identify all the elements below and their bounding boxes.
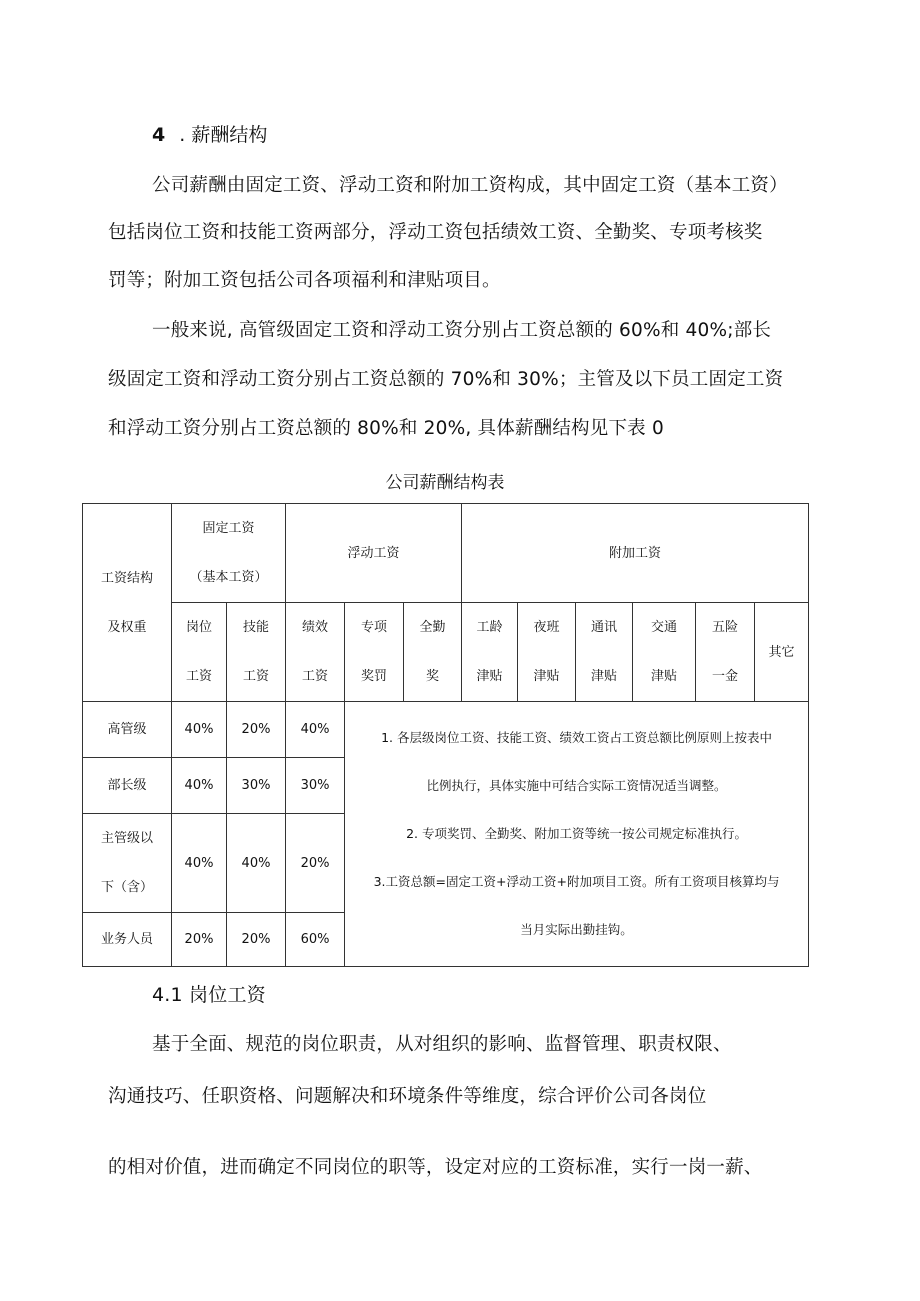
row-label-line: 下（含） [100,880,153,895]
cell-value: 20% [227,702,286,758]
group-header-additional: 附加工资 [462,504,809,603]
column-header-line: 其它 [768,644,795,660]
column-header [633,603,696,702]
column-header [227,603,286,702]
paragraph-line: 包括岗位工资和技能工资两部分，浮动工资包括绩效工资、全勤奖、专项考核奖 [108,222,763,243]
cell-value: 40% [172,814,227,913]
cell-value: 40% [227,814,286,913]
column-header-line: 工资 [243,669,270,684]
table-row [83,702,809,758]
column-header-line: 交通 [651,620,678,635]
row-label: 部长级 [83,758,172,814]
column-header-line: 津贴 [591,669,618,684]
paragraph-line: 基于全面、规范的岗位职责，从对组织的影响、监督管理、职责权限、 [152,1034,732,1055]
row-label-line: 主管级以 [100,831,153,846]
salary-structure-table [82,503,809,967]
column-header-line: 一金 [712,669,739,684]
note-line: 2. 专项奖罚、全勤奖、附加工资等统一按公司规定标准执行。 [406,826,747,841]
cell-value: 30% [286,758,345,814]
column-header-line: 专项 [361,620,388,635]
cell-value: 40% [172,758,227,814]
corner-header-line: 工资结构 [100,570,153,586]
group-header-fixed [172,504,286,603]
column-header [518,603,576,702]
cell-value: 60% [286,913,345,967]
paragraph-line: 的相对价值，进而确定不同岗位的职等，设定对应的工资标准，实行一岗一薪、 [108,1157,763,1178]
column-header [462,603,518,702]
column-header-line: 岗位 [185,620,212,635]
corner-header [83,504,172,702]
column-header-line: 夜班 [533,620,560,635]
cell-value: 40% [172,702,227,758]
group-header-floating: 浮动工资 [286,504,462,603]
group-header-line: （基本工资） [189,570,268,585]
note-line: 比例执行，具体实施中可结合实际工资情况适当调整。 [426,778,727,793]
table-caption: 公司薪酬结构表 [385,473,505,493]
note-line: 3.工资总额=固定工资+浮动工资+附加项目工资。所有工资项目核算均与 [373,874,780,889]
section-heading [152,120,267,147]
group-header-line: 固定工资 [202,521,255,536]
paragraph-line: 级固定工资和浮动工资分别占工资总额的 70%和 30%；主管及以下员工固定工资 [108,369,784,390]
row-label: 高管级 [83,702,172,758]
table-notes [345,702,809,967]
cell-value: 20% [286,814,345,913]
column-header [755,603,809,702]
cell-value: 40% [286,702,345,758]
paragraph-line: 沟通技巧、任职资格、问题解决和环境条件等维度，综合评价公司各岗位 [108,1086,707,1107]
cell-value: 20% [227,913,286,967]
column-header-line: 津贴 [476,669,503,684]
note-line: 1. 各层级岗位工资、技能工资、绩效工资占工资总额比例原则上按表中 [381,730,772,745]
column-header-line: 五险 [712,620,739,635]
column-header [345,603,404,702]
column-header-line: 津贴 [651,669,678,684]
column-header-line: 奖罚 [361,669,388,684]
section-number: 4 [152,124,166,146]
paragraph-line: 和浮动工资分别占工资总额的 80%和 20%, 具体薪酬结构见下表 0 [108,418,664,439]
row-label: 业务人员 [83,913,172,967]
column-header-line: 全勤 [419,620,446,635]
subsection-title: 4.1 岗位工资 [152,984,266,1006]
paragraph-line: 一般来说, 高管级固定工资和浮动工资分别占工资总额的 60%和 40%;部长 [152,320,772,341]
column-header-line: 技能 [243,620,270,635]
row-label [83,814,172,913]
paragraph-line: 公司薪酬由固定工资、浮动工资和附加工资构成，其中固定工资（基本工资） [152,175,788,196]
column-header-line: 通讯 [591,620,618,635]
column-header [286,603,345,702]
column-header [576,603,633,702]
cell-value: 20% [172,913,227,967]
paragraph-line: 罚等；附加工资包括公司各项福利和津贴项目。 [108,270,501,291]
column-header-line: 奖 [426,669,440,684]
corner-header-line: 及权重 [107,619,147,635]
column-header [404,603,462,702]
column-header-line: 工资 [185,669,212,684]
note-line: 当月实际出勤挂钩。 [520,922,633,937]
column-header-line: 津贴 [533,669,560,684]
cell-value: 30% [227,758,286,814]
section-title: . 薪酬结构 [179,124,268,146]
column-header-line: 绩效 [302,620,329,635]
column-header-line: 工资 [302,669,329,684]
column-header-line: 工龄 [476,620,503,635]
column-header [696,603,755,702]
column-header [172,603,227,702]
